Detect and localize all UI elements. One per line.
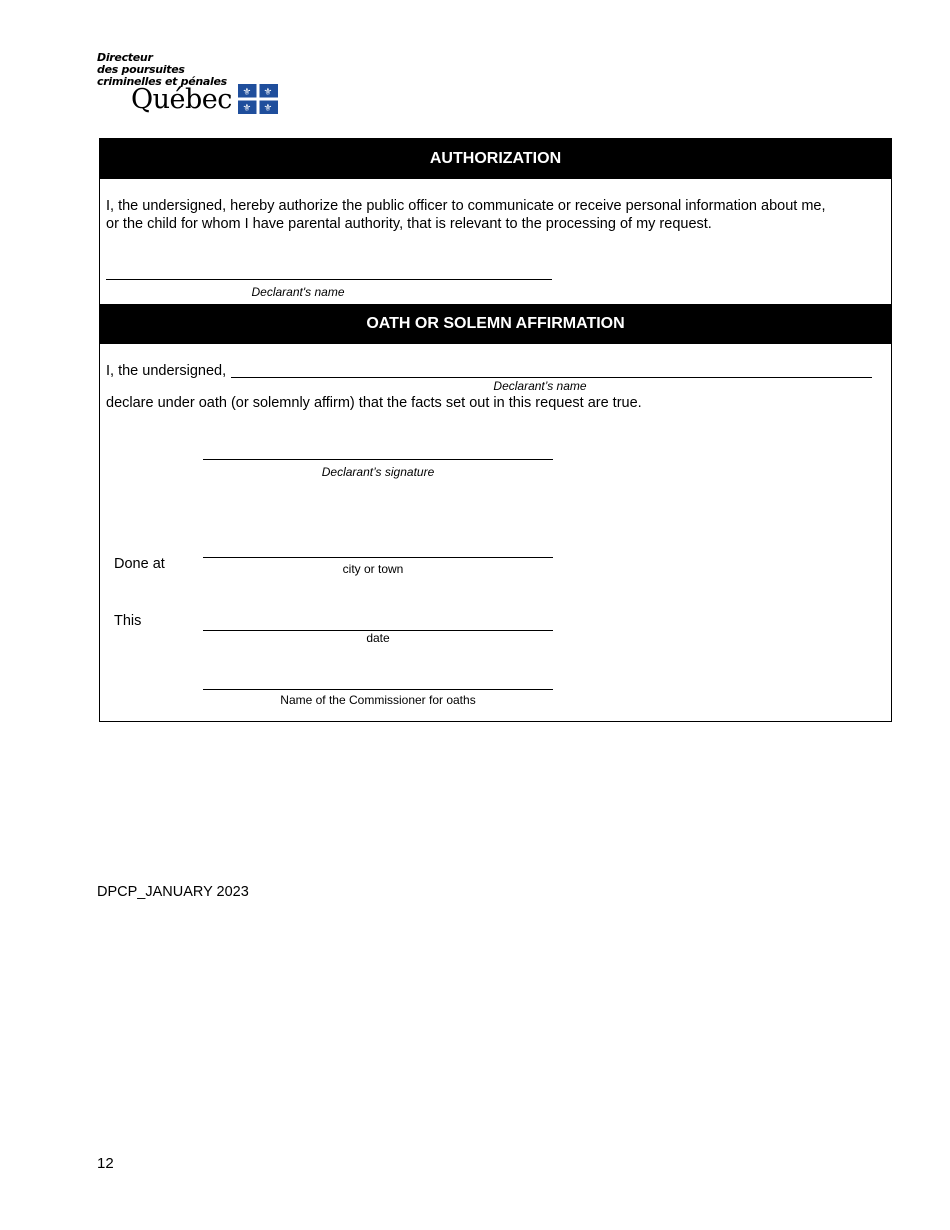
oath-declaration-text: declare under oath (or solemnly affirm) that the facts set out in this request are true. xyxy=(106,395,642,411)
done-at-label: Done at xyxy=(114,556,165,572)
logo-org-line3: criminelles et pénales xyxy=(97,75,227,88)
oath-intro-text: I, the undersigned, xyxy=(106,363,227,379)
dpcp-logo xyxy=(97,52,287,122)
declaration-form xyxy=(99,138,892,722)
oath-declarant-name-caption: Declarant’s name xyxy=(493,379,587,393)
authorization-text-line2: or the child for whom I have parental authority, that is relevant to the processing of my request. xyxy=(106,216,712,232)
logo-province-name: Québec xyxy=(131,84,232,115)
document-code: DPCP_JANUARY 2023 xyxy=(97,884,249,900)
this-label: This xyxy=(114,613,142,629)
oath-header: OATH OR SOLEMN AFFIRMATION xyxy=(100,304,891,344)
authorization-declarant-name-caption: Declarant's name xyxy=(251,285,345,299)
commissioner-name-line[interactable] xyxy=(203,689,553,690)
logo-org-line1: Directeur xyxy=(97,51,153,64)
oath-declarant-name-line[interactable] xyxy=(231,377,872,378)
logo-org-line2: des poursuites xyxy=(97,63,185,76)
declarant-signature-line[interactable] xyxy=(203,459,553,460)
authorization-declarant-name-line[interactable] xyxy=(106,279,552,280)
fleur-de-lis-flag-icon xyxy=(238,84,278,114)
authorization-text-line1: I, the undersigned, hereby authorize the public officer to communicate or receive personal information about me, xyxy=(106,198,826,214)
date-caption: date xyxy=(366,631,390,645)
city-or-town-caption: city or town xyxy=(342,562,404,576)
svg-text:⚜: ⚜ xyxy=(263,103,273,114)
commissioner-name-caption: Name of the Commissioner for oaths xyxy=(280,693,476,707)
page-number: 12 xyxy=(97,1155,114,1172)
authorization-header: AUTHORIZATION xyxy=(100,139,891,179)
declarant-signature-caption: Declarant’s signature xyxy=(321,465,435,479)
svg-text:⚜: ⚜ xyxy=(242,87,252,98)
city-or-town-line[interactable] xyxy=(203,557,553,558)
svg-text:⚜: ⚜ xyxy=(242,103,252,114)
svg-text:⚜: ⚜ xyxy=(263,87,273,98)
